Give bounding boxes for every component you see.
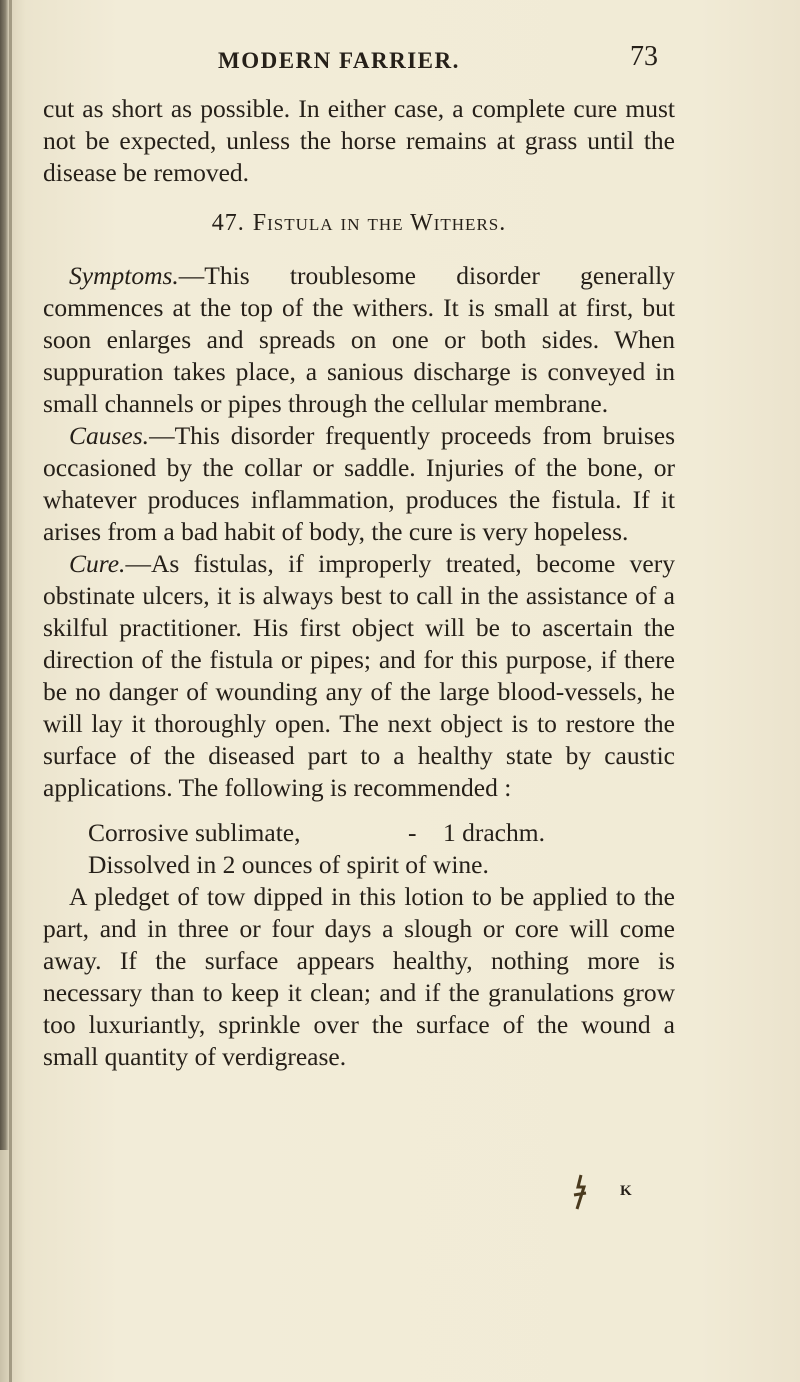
recipe-amount: 1 drachm. [443, 818, 545, 847]
causes-text: —This disorder frequently proceeds from bruises occasioned by the collar or saddle. Injuries of the bone, or whatever produces inflammation, produces the fistula. If it arises from a bad habit of body, the cure is very hopeless. [43, 421, 675, 546]
section-title: Fistula in the Withers. [252, 210, 507, 236]
symptoms-text: —This troublesome disorder generally commences at the top of the withers. It is small at first, but soon enlarges and spreads on one or both sides. When suppuration takes place, a sanious discharge is conveyed in small channels or pipes through the cellular membrane. [43, 261, 675, 418]
page-number: 73 [630, 41, 658, 72]
page-edge [9, 0, 12, 1382]
cure-label: Cure. [69, 549, 126, 578]
recipe-ingredient: Corrosive sublimate, [88, 818, 301, 847]
recipe-line [88, 817, 675, 849]
section-number: 47. [211, 210, 245, 236]
page-header [0, 38, 800, 78]
paragraph-continuation: cut as short as possible. In either case, a complete cure must not be expected, unless the horse remains at grass until the disease be removed. [43, 94, 675, 187]
symptoms-label: Symptoms. [69, 261, 179, 290]
page-body [43, 93, 675, 1073]
page-gutter-shadow [0, 0, 9, 1150]
recipe [88, 817, 675, 881]
paragraph-symptoms [43, 260, 675, 420]
running-head: MODERN FARRIER. [218, 48, 460, 73]
ink-flourish-icon [570, 1173, 592, 1211]
recipe-dash: - [408, 818, 417, 847]
causes-label: Causes. [69, 421, 150, 450]
section-heading [43, 207, 675, 239]
paragraph-causes [43, 420, 675, 548]
paragraph-cure [43, 548, 675, 804]
signature-mark: K [620, 1183, 632, 1199]
recipe-note: Dissolved in 2 ounces of spirit of wine. [88, 850, 489, 879]
paragraph-application: A pledget of tow dipped in this lotion to be applied to the part, and in three or four days a slough or core will come away. If the surface appears healthy, nothing more is necessary than to keep it clean; and if the granulations grow too luxuriantly, sprinkle over the surface of the wound a small quantity of verdigrease. [43, 882, 675, 1071]
cure-text: —As fistulas, if improperly treated, become very obstinate ulcers, it is always best to call in the assistance of a skilful practitioner. His first object will be to ascertain the direction of the fistula or pipes; and for this purpose, if there be no danger of wounding any of the large blood-vessels, he will lay it thoroughly open. The next object is to restore the surface of the diseased part to a healthy state by caustic applications. The following is recommended : [43, 549, 675, 802]
